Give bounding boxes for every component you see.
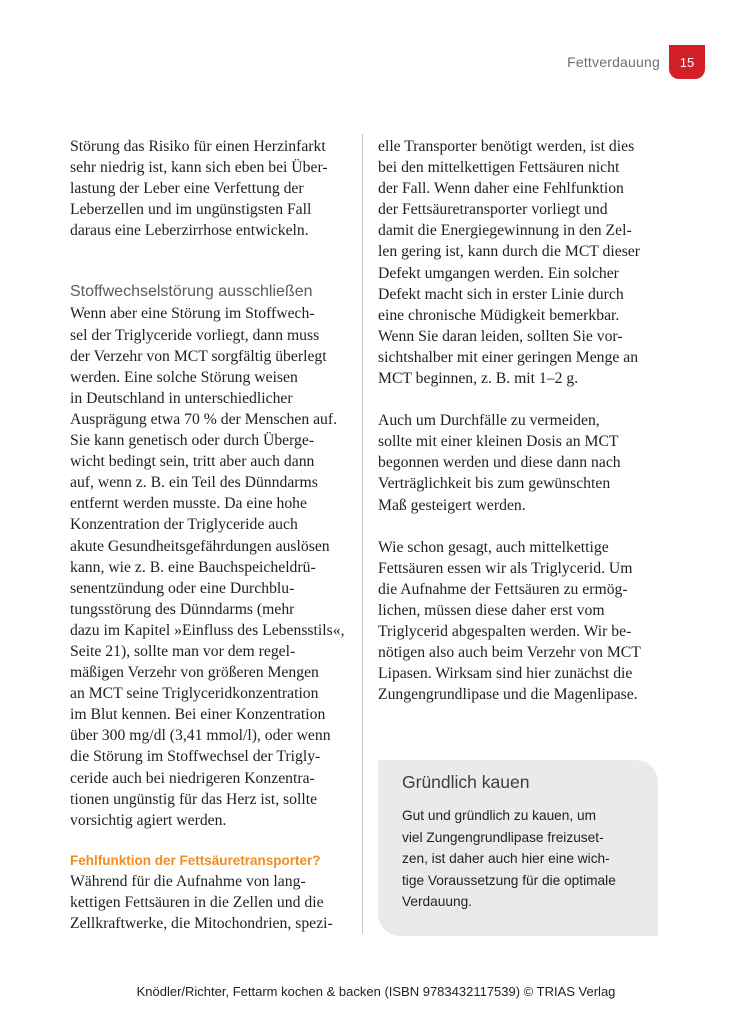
text-line: kettigen Fettsäuren in die Zellen und die: [70, 893, 324, 911]
text-line: im Blut kennen. Bei einer Konzentration: [70, 706, 326, 724]
section-heading: Stoffwechselstörung ausschließen: [70, 283, 313, 301]
text-line: dazu im Kapitel »Einfluss des Lebensstils«,: [70, 621, 345, 639]
text-line: senentzündung oder eine Durchblu-: [70, 579, 295, 597]
text-line: Wenn aber eine Störung im Stoffwech-: [70, 305, 315, 323]
text-line: tungsstörung des Dünndarms (mehr: [70, 600, 295, 618]
tip-line: tige Voraussetzung für die optimale: [402, 872, 616, 888]
text-line: über 300 mg/dl (3,41 mmol/l), oder wenn: [70, 727, 331, 745]
text-line: mäßigen Verzehr von größeren Mengen: [70, 664, 319, 682]
text-line: lastung der Leber eine Verfettung der: [70, 180, 304, 198]
text-line: Störung das Risiko für einen Herzinfarkt: [70, 138, 326, 155]
text-line: Maß gesteigert werden.: [378, 496, 526, 514]
tip-title: Gründlich kauen: [402, 772, 530, 792]
paragraph-spacer: [378, 516, 668, 537]
subheading: Fehlfunktion der Fettsäuretransporter?: [70, 852, 321, 868]
text-line: in Deutschland in unterschiedlicher: [70, 389, 293, 407]
text-line: der Fall. Wenn daher eine Fehlfunktion: [378, 180, 624, 198]
text-line: Triglycerid abgespalten werden. Wir be-: [378, 622, 632, 640]
text-line: akute Gesundheitsgefährdungen auslösen: [70, 537, 330, 555]
text-line: auf, wenn z. B. ein Teil des Dünndarms: [70, 474, 318, 492]
text-line: ceride auch bei niedrigeren Konzentra-: [70, 769, 315, 787]
text-line: Wenn Sie daran leiden, sollten Sie vor-: [378, 327, 623, 345]
footer-credit: Knödler/Richter, Fettarm kochen & backen (ISBN 9783432117539) © TRIAS Verlag: [136, 984, 616, 999]
text-line: daraus eine Leberzirrhose entwickeln.: [70, 222, 309, 240]
running-header: Fettverdauung: [567, 54, 660, 70]
text-line: kann, wie z. B. eine Bauchspeicheldrü-: [70, 558, 316, 576]
text-line: damit die Energiegewinnung in den Zel-: [378, 222, 632, 240]
paragraph-spacer: [378, 389, 668, 410]
text-line: MCT beginnen, z. B. mit 1–2 g.: [378, 370, 579, 388]
right-paragraph-2: [378, 410, 668, 515]
text-line: die Aufnahme der Fettsäuren zu ermög-: [378, 580, 628, 598]
text-line: Auch um Durchfälle zu vermeiden,: [378, 412, 600, 430]
text-line: Defekt macht sich in erster Linie durch: [378, 285, 624, 303]
tip-line: Gut und gründlich zu kauen, um: [402, 808, 597, 823]
left-paragraph-1: [70, 136, 352, 241]
text-line: sollte mit einer kleinen Dosis an MCT: [378, 433, 619, 451]
text-line: entfernt werden musste. Da eine hohe: [70, 495, 307, 513]
text-line: Konzentration der Triglyceride auch: [70, 516, 298, 534]
text-line: lichen, müssen diese daher erst vom: [378, 601, 605, 619]
left-paragraph-2: [70, 303, 352, 830]
right-column: [378, 136, 668, 705]
text-line: elle Transporter benötigt werden, ist dies: [378, 138, 635, 155]
text-line: der Verzehr von MCT sorgfältig überlegt: [70, 347, 327, 365]
text-line: werden. Eine solche Störung weisen: [70, 368, 298, 386]
left-paragraph-3: [70, 871, 352, 934]
text-line: sehr niedrig ist, kann sich eben bei Über-: [70, 159, 328, 177]
text-line: nötigen also auch beim Verzehr von MCT: [378, 644, 641, 662]
page-number-tab: [669, 45, 705, 79]
text-line: Fettsäuren essen wir als Triglycerid. Um: [378, 559, 633, 577]
text-line: Während für die Aufnahme von lang-: [70, 872, 306, 890]
tip-body: [402, 805, 647, 913]
column-divider: [362, 134, 363, 934]
text-line: sel der Triglyceride vorliegt, dann muss: [70, 326, 320, 344]
text-line: an MCT seine Triglyceridkonzentration: [70, 685, 319, 703]
text-line: begonnen werden und diese dann nach: [378, 454, 621, 472]
text-line: len gering ist, kann durch die MCT dieser: [378, 243, 640, 261]
tip-line: viel Zungengrundlipase freizuset-: [402, 829, 604, 845]
text-line: wicht bedingt sein, tritt aber auch dann: [70, 453, 315, 471]
text-line: Lipasen. Wirksam sind hier zunächst die: [378, 665, 633, 683]
right-paragraph-1: [378, 136, 668, 389]
text-line: Zellkraftwerke, die Mitochondrien, spezi-: [70, 915, 333, 932]
text-line: vorsichtig agiert werden.: [70, 811, 227, 829]
right-paragraph-3: [378, 537, 668, 706]
text-line: die Störung im Stoffwechsel der Trigly-: [70, 748, 321, 766]
text-line: Verträglichkeit bis zum gewünschten: [378, 475, 611, 493]
text-line: der Fettsäuretransporter vorliegt und: [378, 201, 608, 219]
tip-line: zen, ist daher auch hier eine wich-: [402, 851, 610, 866]
text-line: bei den mittelkettigen Fettsäuren nicht: [378, 159, 620, 177]
text-line: Wie schon gesagt, auch mittelkettige: [378, 538, 609, 556]
text-line: Ausprägung etwa 70 % der Menschen auf.: [70, 410, 338, 428]
text-line: eine chronische Müdigkeit bemerkbar.: [378, 306, 620, 324]
text-line: Seite 21), sollte man vor dem regel-: [70, 642, 296, 660]
text-line: sichtshalber mit einer geringen Menge an: [378, 348, 639, 366]
text-line: Sie kann genetisch oder durch Überge-: [70, 432, 315, 450]
left-column: [70, 136, 352, 934]
text-line: Leberzellen und im ungünstigsten Fall: [70, 201, 312, 219]
page-number: 15: [679, 54, 695, 70]
tip-box: [378, 760, 658, 936]
text-line: Defekt umgangen werden. Ein solcher: [378, 264, 619, 282]
text-line: tionen ungünstig für das Herz ist, sollte: [70, 790, 318, 808]
text-line: Zungengrundlipase und die Magenlipase.: [378, 686, 638, 704]
tip-line: Verdauung.: [402, 894, 473, 909]
